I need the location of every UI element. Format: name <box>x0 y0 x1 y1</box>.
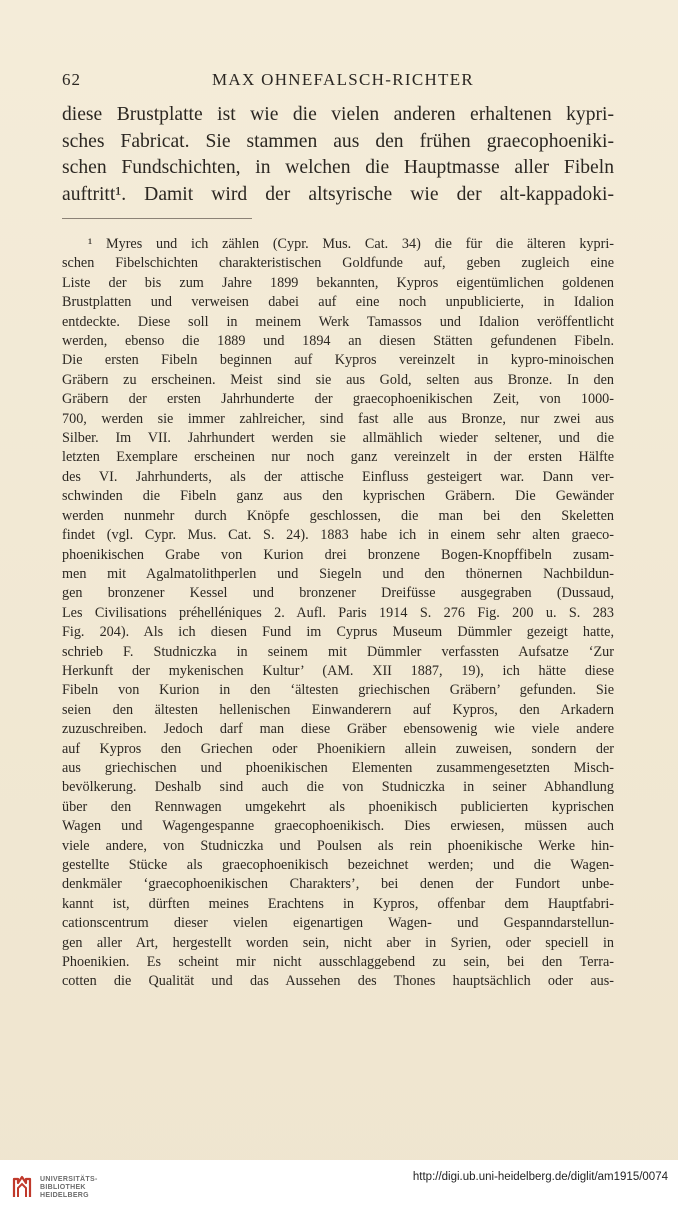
footnote-line: gen aller Art, hergestellt worden sein, nicht aber in Syrien, oder speciell in <box>62 934 614 951</box>
footnote-line: Gräbern der ersten Jahrhunderte der graecophoenikischen Zeit, von 1000- <box>62 391 614 408</box>
footnote-line: letzten Exemplare erscheinen nur noch ganz vereinzelt in der ersten Hälfte <box>62 449 614 466</box>
footnote-line: schwinden die Fibeln ganz aus den kyprischen Gräbern. Die Gewänder <box>62 488 614 505</box>
footnote-line: gestellte Stücke als graecophoenikisch bezeichnet werden; und die Wagen- <box>62 857 614 873</box>
footnote-line: ¹ Myres und ich zählen (Cypr. Mus. Cat. 34) die für die älteren kypri- <box>88 236 614 252</box>
footnote-line: über den Rennwagen umgekehrt als phoenikisch publicierten kyprischen <box>62 798 614 815</box>
footnote-line: entdeckte. Diese soll in meinem Werk Tamassos und Idalion veröffentlicht <box>62 313 614 330</box>
footnote-line: Die ersten Fibeln beginnen auf Kypros vereinzelt in kypro-minoischen <box>62 352 614 369</box>
page-number: 62 <box>62 70 81 89</box>
library-logo-icon <box>8 1173 36 1201</box>
footnote-line: schen Fibelschichten charakteristischen Goldfunde auf, geben zugleich eine <box>62 255 614 272</box>
footnote-line: werden, ebenso die 1889 und 1894 an diesen Stätten gefundenen Fibeln. <box>62 333 614 350</box>
footnote-separator <box>62 218 252 219</box>
footnote-line: seien den ältesten hellenischen Einwanderern auf Kypros, den Arkadern <box>62 701 614 718</box>
library-name-line: BIBLIOTHEK <box>40 1184 86 1191</box>
footnote-line: findet (vgl. Cypr. Mus. Cat. S. 24). 1883 habe ich in einem sehr alten graeco- <box>62 527 614 544</box>
footnote-line: Gräbern zu erscheinen. Meist sind sie aus Gold, selten aus Bronze. In den <box>62 371 614 388</box>
main-text-line: sches Fabricat. Sie stammen aus den frühen graecophoeniki- <box>62 130 614 152</box>
footnote-line: gen bronzener Kessel und bronzener Dreifüsse ausgegraben (Dussaud, <box>62 585 614 602</box>
footnote-line: Brustplatten und verweisen dabei auf eine noch unpublicierte, in Idalion <box>62 294 614 311</box>
main-text-line: schen Fundschichten, in welchen die Hauptmasse aller Fibeln <box>62 157 614 178</box>
footnote-line: Herkunft der mykenischen Kultur’ (AM. XII 1887, 19), ich hätte diese <box>62 662 614 679</box>
footnote-line: cationscentrum dieser vielen eigenartigen Wagen- und Gespanndarstellun- <box>62 915 614 932</box>
footnote-line: 700, werden sie immer zahlreicher, sind fast alle aus Bronze, nur zwei aus <box>62 410 614 427</box>
main-text-block <box>62 102 614 208</box>
footnote-line: aus griechischen und phoenikischen Elementen zusammengesetzten Misch- <box>62 759 614 776</box>
footnote-line: Les Civilisations préhelléniques 2. Aufl. Paris 1914 S. 276 Fig. 200 u. S. 283 <box>62 604 614 621</box>
source-url-link[interactable]: http://digi.ub.uni-heidelberg.de/diglit/am1915/0074 <box>412 1171 668 1183</box>
footnote-line: des VI. Jahrhunderts, als der attische Einfluss gesteigert war. Dann ver- <box>62 468 614 485</box>
footnote-line: auf Kypros den Griechen oder Phoenikiern allein zuweisen, sondern der <box>62 740 614 757</box>
main-text-line: auftritt¹. Damit wird der altsyrische wie der alt-kappadoki- <box>62 183 614 205</box>
footnote-line: cotten die Qualität und das Aussehen des Thones hauptsächlich oder aus- <box>62 973 614 990</box>
footnote-line: schrieb F. Studniczka in seinem mit Dümmler verfassten Aufsatze ‘Zur <box>62 643 614 660</box>
footnote-line: Wagen und Wagengespanne graecophoenikisch. Dies erwiesen, müssen auch <box>62 818 614 835</box>
footnote-line: Fibeln von Kurion in den ‘ältesten griechischen Gräbern’ gefunden. Sie <box>62 682 614 699</box>
footnote-line: denkmäler ‘graecophoenikischen Charakters’, bei denen der Fundort unbe- <box>62 876 614 893</box>
footnote-line: Phoenikien. Es scheint mir nicht ausschlaggebend zu sein, bei den Terra- <box>62 954 614 971</box>
footnote-block <box>62 235 614 992</box>
footnote-line: viele andere, von Studniczka und Poulsen als rein phoenikische Werke hin- <box>62 837 614 854</box>
footnote-line: phoenikischen Grabe von Kurion drei bronzene Bogen-Knopffibeln zusam- <box>62 546 614 563</box>
digitization-footer <box>0 1160 678 1214</box>
library-name-line: UNIVERSITÄTS- <box>40 1176 98 1183</box>
footnote-line: werden nunmehr durch Knöpfe geschlossen, die man bei den Skeletten <box>62 507 614 524</box>
library-name <box>40 1176 98 1200</box>
running-title: MAX OHNEFALSCH-RICHTER <box>212 70 475 89</box>
footnote-line: Fig. 204). Als ich diesen Fund im Cyprus Museum Dümmler gezeigt hatte, <box>62 624 614 641</box>
footnote-line: bevölkerung. Deshalb sind auch die von Studniczka in seiner Abhandlung <box>62 779 614 796</box>
page-header <box>62 70 614 94</box>
library-name-line: HEIDELBERG <box>40 1192 89 1199</box>
footnote-line: men mit Agalmatolithperlen und Siegeln und den thönernen Nachbildun- <box>62 565 614 582</box>
footnote-line: Liste der bis zum Jahre 1899 bekannten, Kypros eigentümlichen goldenen <box>62 274 614 291</box>
main-text-line: diese Brustplatte ist wie die vielen anderen erhaltenen kypri- <box>62 104 614 125</box>
footnote-line: zuzuschreiben. Jedoch darf man diese Gräber ebensowenig wie viele andere <box>62 721 614 738</box>
footnote-line: kannt ist, dürften meines Erachtens in Kypros, offenbar dem Hauptfabri- <box>62 895 614 912</box>
footnote-line: Silber. Im VII. Jahrhundert werden sie allmählich wieder seltener, und die <box>62 430 614 447</box>
